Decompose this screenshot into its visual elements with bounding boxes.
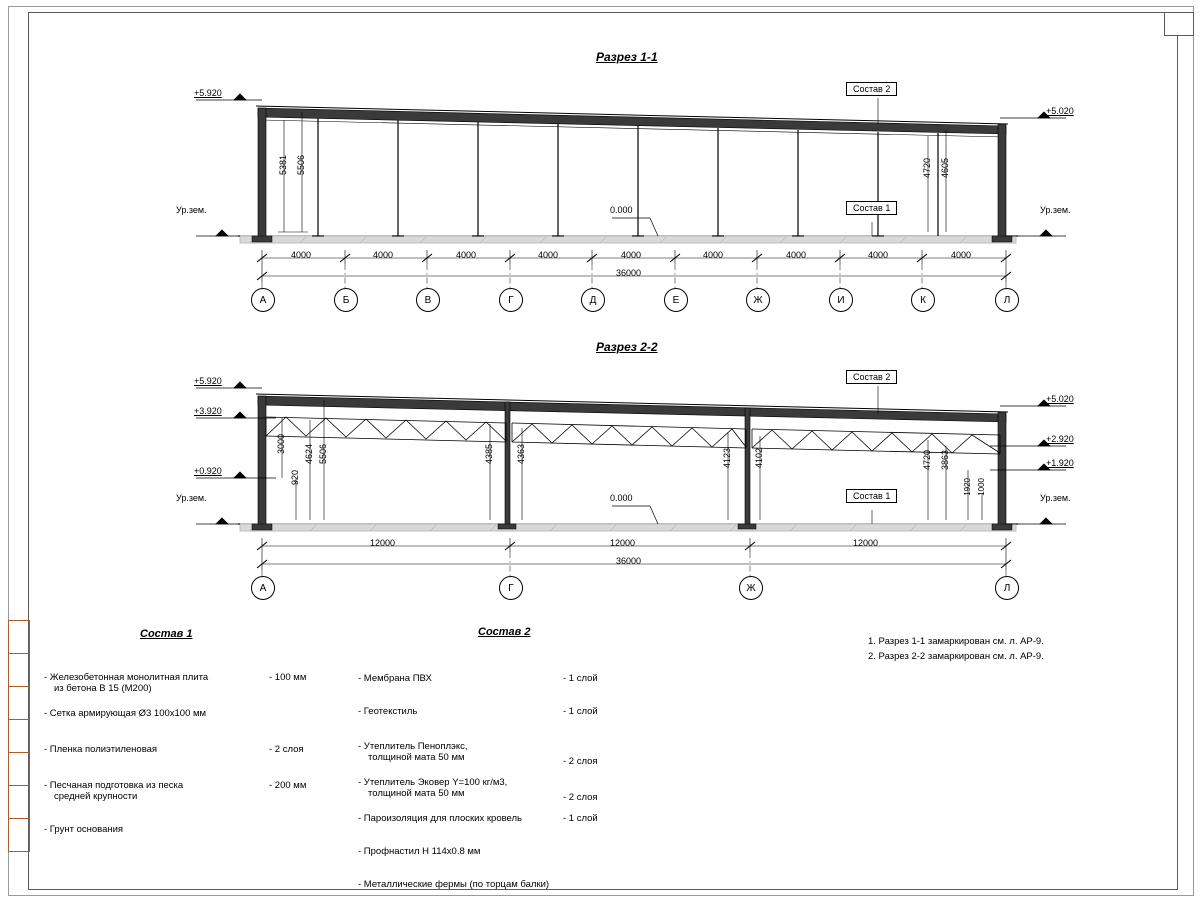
- spec1-row-3: [44, 744, 384, 755]
- section1-bay-5: 4000: [621, 250, 642, 260]
- spec2-list: [358, 673, 688, 900]
- section1-ground-label-right: Ур.зем.: [1040, 205, 1071, 215]
- section1-vdim-5381: 5381: [278, 155, 288, 176]
- spec1-row-2: [44, 708, 384, 719]
- spec1-row-4: [44, 780, 384, 802]
- section2-callout-sostav2: Состав 2: [846, 370, 897, 384]
- section1-axis-i: И: [829, 288, 853, 312]
- spec2-row-1: [358, 673, 688, 684]
- section2-vdim-4123: 4123: [722, 448, 732, 469]
- spec1-title: Состав 1: [140, 628, 193, 640]
- section1-axis-d: Д: [581, 288, 605, 312]
- section2-ground-label-left: Ур.зем.: [176, 493, 207, 503]
- spec2-row-1-text: - Мембрана ПВХ: [358, 673, 432, 684]
- section1-axis-e: Е: [664, 288, 688, 312]
- spec2-row-3-text: - Утеплитель Пеноплэкс,: [358, 741, 468, 752]
- section1-bay-1: 4000: [291, 250, 312, 260]
- section1-elevation-right-top: +5.020: [1046, 106, 1074, 116]
- spec1-row-4-text: - Песчаная подготовка из песка: [44, 780, 184, 791]
- spec2-row-2-text: - Геотекстиль: [358, 706, 418, 717]
- section1-callout-sostav2: Состав 2: [846, 82, 897, 96]
- spec2-row-4-value: - 2 слоя: [563, 792, 598, 803]
- section1-axis-l: Л: [995, 288, 1019, 312]
- spec2-row-7: [358, 879, 688, 890]
- section2-elevation-left-1: +5.920: [194, 376, 222, 386]
- section2-bay-2: 12000: [610, 538, 636, 548]
- spec2-row-4-text: - Утеплитель Эковер Y=100 кг/м3,: [358, 777, 508, 788]
- spec2-row-2-value: - 1 слой: [563, 706, 598, 717]
- general-note-1: 1. Разрез 1-1 замаркирован см. л. АР-9.: [868, 636, 1044, 647]
- general-notes: [868, 634, 1044, 664]
- spec1-row-4-value: - 200 мм: [269, 780, 307, 791]
- section1-axis-g: Г: [499, 288, 523, 312]
- spec2-row-5: [358, 813, 688, 824]
- section2-axis-zh: Ж: [739, 576, 763, 600]
- section1-axis-zh: Ж: [746, 288, 770, 312]
- spec1-row-4-text2: средней крупности: [54, 791, 138, 802]
- section1-bay-3: 4000: [456, 250, 477, 260]
- section1-elevation-left-top: +5.920: [194, 88, 222, 98]
- section2-vdim-920: 920: [290, 470, 300, 486]
- spec2-row-2: [358, 706, 688, 717]
- general-note-2: 2. Разрез 2-2 замаркирован см. л. АР-9.: [868, 651, 1044, 662]
- spec2-row-1-value: - 1 слой: [563, 673, 598, 684]
- section1-vdim-5506: 5506: [296, 155, 306, 176]
- section1-axis-k: К: [911, 288, 935, 312]
- spec2-row-4: [358, 777, 688, 803]
- section1-bay-6: 4000: [703, 250, 724, 260]
- spec2-row-3-text2: толщиной мата 50 мм: [368, 752, 465, 763]
- section2-title: Разрез 2-2: [596, 340, 658, 354]
- spec2-row-5-text: - Пароизоляция для плоских кровель: [358, 813, 523, 824]
- spec2-row-3-value: - 2 слоя: [563, 756, 598, 767]
- section2-axis-g: Г: [499, 576, 523, 600]
- spec2-row-7-text: - Металлические фермы (по торцам балки): [358, 879, 550, 890]
- section1-vdim-4720: 4720: [922, 158, 932, 179]
- section2-bay-3: 12000: [853, 538, 879, 548]
- section2-zero-level: 0.000: [610, 493, 633, 503]
- spec1-row-5: [44, 824, 384, 835]
- spec1-list: [44, 672, 384, 846]
- section1-bay-7: 4000: [786, 250, 807, 260]
- section2-elevation-left-3: +0.920: [194, 466, 222, 476]
- spec2-title: Состав 2: [478, 626, 531, 638]
- section2-elevation-right-1: +5.020: [1046, 394, 1074, 404]
- section2-vdim-4102: 4102: [754, 448, 764, 469]
- section2-bay-1: 12000: [370, 538, 396, 548]
- section2-total-dim: 36000: [616, 556, 642, 566]
- section1-callout-sostav1: Состав 1: [846, 201, 897, 215]
- section1-total-dim: 36000: [616, 268, 642, 278]
- section2-vdim-4720: 4720: [922, 450, 932, 471]
- section1-vdim-4605: 4605: [940, 158, 950, 179]
- section2-vdim-3863: 3863: [940, 450, 950, 471]
- section2-axis-a: А: [251, 576, 275, 600]
- spec2-row-5-value: - 1 слой: [563, 813, 598, 824]
- spec1-row-5-text: - Грунт основания: [44, 824, 124, 835]
- section1-axis-b: Б: [334, 288, 358, 312]
- section2-axis-l: Л: [995, 576, 1019, 600]
- section1-bay-4: 4000: [538, 250, 559, 260]
- section1-ground-label-left: Ур.зем.: [176, 205, 207, 215]
- section2-elevation-right-2: +2.920: [1046, 434, 1074, 444]
- spec2-row-4-text2: толщиной мата 50 мм: [368, 788, 465, 799]
- spec1-row-1-text: - Железобетонная монолитная плита: [44, 672, 209, 683]
- section1-axis-a: А: [251, 288, 275, 312]
- section2-vdim-4624: 4624: [304, 444, 314, 465]
- section2-elevation-right-3: +1.920: [1046, 458, 1074, 468]
- section1-zero-level: 0.000: [610, 205, 633, 215]
- spec2-row-6: [358, 846, 688, 857]
- spec1-row-3-value: - 2 слоя: [269, 744, 304, 755]
- spec1-row-1-value: - 100 мм: [269, 672, 307, 683]
- spec1-row-3-text: - Пленка полиэтиленовая: [44, 744, 158, 755]
- section1-bay-8: 4000: [868, 250, 889, 260]
- section1-bay-2: 4000: [373, 250, 394, 260]
- spec1-row-1: [44, 672, 384, 694]
- section1-bay-9: 4000: [951, 250, 972, 260]
- section2-vdim-1920: 1920: [963, 478, 972, 496]
- section1-title: Разрез 1-1: [596, 50, 658, 64]
- section2-vdim-3000: 3000: [276, 434, 286, 455]
- section2-vdim-4385: 4385: [484, 444, 494, 465]
- section2-vdim-4363: 4363: [516, 444, 526, 465]
- section1-axis-v: В: [416, 288, 440, 312]
- section2-vdim-5506: 5506: [318, 444, 328, 465]
- spec2-row-6-text: - Профнастил Н 114х0.8 мм: [358, 846, 481, 857]
- spec2-row-3: [358, 741, 688, 767]
- spec1-row-1-text2: из бетона В 15 (М200): [54, 683, 152, 694]
- section2-elevation-left-2: +3.920: [194, 406, 222, 416]
- section2-callout-sostav1: Состав 1: [846, 489, 897, 503]
- section2-ground-label-right: Ур.зем.: [1040, 493, 1071, 503]
- spec1-row-2-text: - Сетка армирующая Ø3 100х100 мм: [44, 708, 207, 719]
- section2-vdim-1000: 1000: [977, 478, 986, 496]
